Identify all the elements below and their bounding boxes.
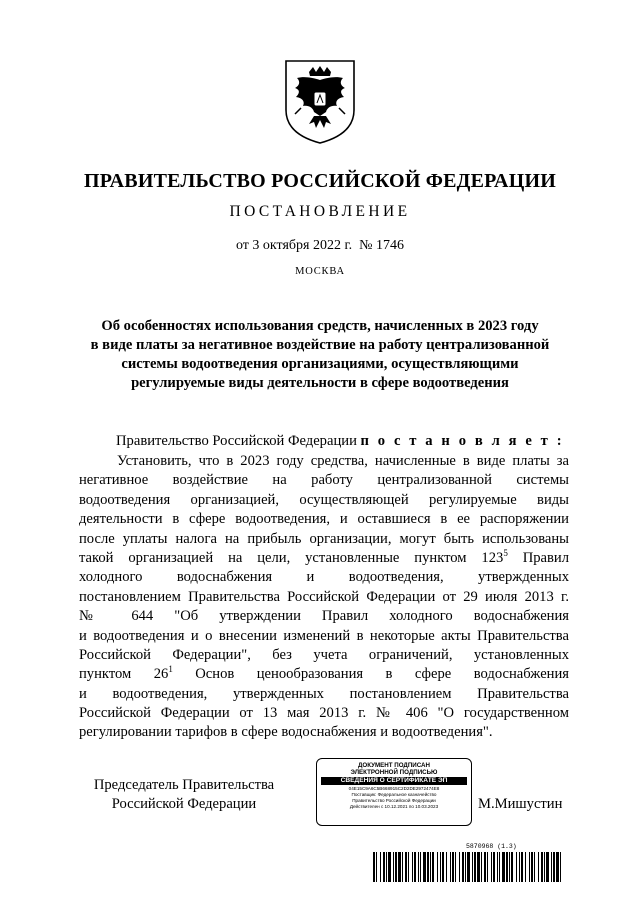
barcode-bar [462,852,464,882]
russian-coat-of-arms-icon [283,58,357,146]
document-date: от 3 октября 2022 г. [235,238,353,253]
barcode-bar [430,852,431,882]
document-type: ПОСТАНОВЛЕНИЕ [229,203,411,220]
barcode-bar [418,852,419,882]
barcode-bar [472,852,473,882]
barcode-bar [516,852,517,882]
stamp-validity: Действителен с 10.12.2021 по 10.03.2023 [349,804,439,809]
barcode-bar [388,852,391,882]
barcode [373,852,563,882]
barcode-bar [420,852,421,882]
barcode-bar [502,852,505,882]
stamp-issuer: Поставщик: Федеральное казначейство [351,792,437,797]
stamp-owner: Правительство Российской Федерации [352,798,436,803]
body-line-text: пунктом 26 [79,666,169,683]
stamp-cert-id: 04E15C9A6C5B668915C2D2DE2972474E8 [348,786,440,791]
barcode-bar [506,852,508,882]
barcode-bar [455,852,456,882]
barcode-bar [525,852,526,882]
barcode-bar [383,852,385,882]
barcode-bar [474,852,476,882]
barcode-bar [373,852,375,882]
barcode-bar [487,852,488,882]
body-line: регулировании тарифов в сфере водоснабжения и водоотведения". [79,724,493,741]
barcode-bar [440,852,441,882]
barcode-bar [459,852,460,882]
number-label: № [359,238,373,253]
position-line: Председатель Правительства [93,777,275,793]
barcode-bar [467,852,470,882]
barcode-bar [529,852,530,882]
body-line: Российской Федерации от 13 мая 2013 г. № 406 "О государственном [79,705,569,722]
signatory-name: М.Мишустин [478,796,563,812]
barcode-bar [544,852,545,882]
barcode-bar [408,852,409,882]
barcode-bar [450,852,451,882]
barcode-bar [376,852,377,882]
stamp-cert-header: СВЕДЕНИЯ О СЕРТИФИКАТЕ ЭП [321,777,467,785]
barcode-bar [519,852,520,882]
superscript: 1 [168,664,173,675]
barcode-bar [432,852,434,882]
electronic-signature-stamp [316,758,472,826]
body-line: водоотведения организацией, осуществляющей регулируемые виды [79,491,569,508]
barcode-bar [499,852,500,882]
stamp-line: ЭЛЕКТРОННОЙ ПОДПИСЬЮ [350,769,438,776]
barcode-bar [497,852,498,882]
superscript: 5 [503,547,508,558]
body-line [79,665,569,684]
barcode-bar [398,852,401,882]
barcode-bar [405,852,407,882]
city: МОСКВА [295,266,345,277]
subject-line: в виде платы за негативное воздействие на работу централизованной [90,337,550,353]
barcode-bar [556,852,559,882]
body-line-text: Основ ценообразования в сфере водоснабжения [172,666,570,683]
barcode-bar [380,852,381,882]
barcode-bar [521,852,523,882]
body-line-text: Правил [507,549,569,566]
document-subject [60,317,580,393]
barcode-bar [452,852,454,882]
barcode-bar [511,852,513,882]
barcode-bar [546,852,549,882]
barcode-bar [484,852,486,882]
position-line: Российской Федерации [111,796,257,812]
decree-word: п о с т а н о в л я е т : [360,433,565,449]
body-line: и водоотведения и о внесении изменений в некоторые акты Правительства [79,627,569,644]
barcode-bar [395,852,397,882]
body-line: постановлением Правительства Российской Федерации от 29 июля 2013 г. [79,588,569,605]
barcode-bar [538,852,539,882]
barcode-bar [427,852,429,882]
barcode-bar [551,852,552,882]
barcode-bar [541,852,543,882]
barcode-bar [393,852,394,882]
barcode-bar [402,852,403,882]
government-title: ПРАВИТЕЛЬСТВО РОССИЙСКОЙ ФЕДЕРАЦИИ [84,170,556,192]
barcode-bar [493,852,495,882]
barcode-bar [531,852,533,882]
barcode-bar [477,852,480,882]
barcode-bar [414,852,416,882]
barcode-bar [553,852,555,882]
date-and-number [0,238,640,254]
barcode-bar [412,852,413,882]
body-line: холодного водоснабжения и водоотведения, утвержденных [79,569,569,586]
barcode-bar [423,852,426,882]
body-line: после уплаты налога на прибыль организации, могут быть использованы [79,530,569,547]
barcode-bar [509,852,510,882]
body-line [79,549,569,568]
body-line: Установить, что в 2023 году средства, начисленные в виде платы за [117,453,569,469]
preamble-text: Правительство Российской Федерации [116,433,357,449]
preamble [116,432,564,451]
barcode-bar [437,852,438,882]
stamp-title [317,762,471,776]
barcode-bar [560,852,561,882]
body-line: и водоотведения, утвержденных постановлением Правительства [79,685,569,702]
barcode-bar [491,852,492,882]
body-line-text: такой организацией на цели, установленные пунктом 123 [79,549,504,566]
barcode-bar [534,852,535,882]
body-line: деятельности в сфере водоотведения, и оставшиеся в ее распоряжении [79,511,569,528]
barcode-bar [442,852,444,882]
subject-line: регулируемые виды деятельности в сфере водоотведения [131,375,509,391]
document-number: 1746 [376,238,404,253]
barcode-bar [481,852,482,882]
barcode-bar [386,852,387,882]
body-paragraph [79,452,569,743]
barcode-bar [465,852,466,882]
body-line: Российской Федерации", без учета ограничений, установленных [79,646,569,663]
subject-line: Об особенностях использования средств, начисленных в 2023 году [101,318,539,334]
barcode-bar [446,852,447,882]
subject-line: системы водоотведения организациями, осуществляющими [121,356,519,372]
body-line: № 644 "Об утверждении Правил холодного водоснабжения [79,608,569,625]
barcode-number: 5870968 (1.3) [466,843,517,850]
body-line: негативное воздействие на работу централизованной системы [79,472,569,489]
stamp-line: ДОКУМЕНТ ПОДПИСАН [358,762,430,769]
signatory-position [79,776,289,814]
